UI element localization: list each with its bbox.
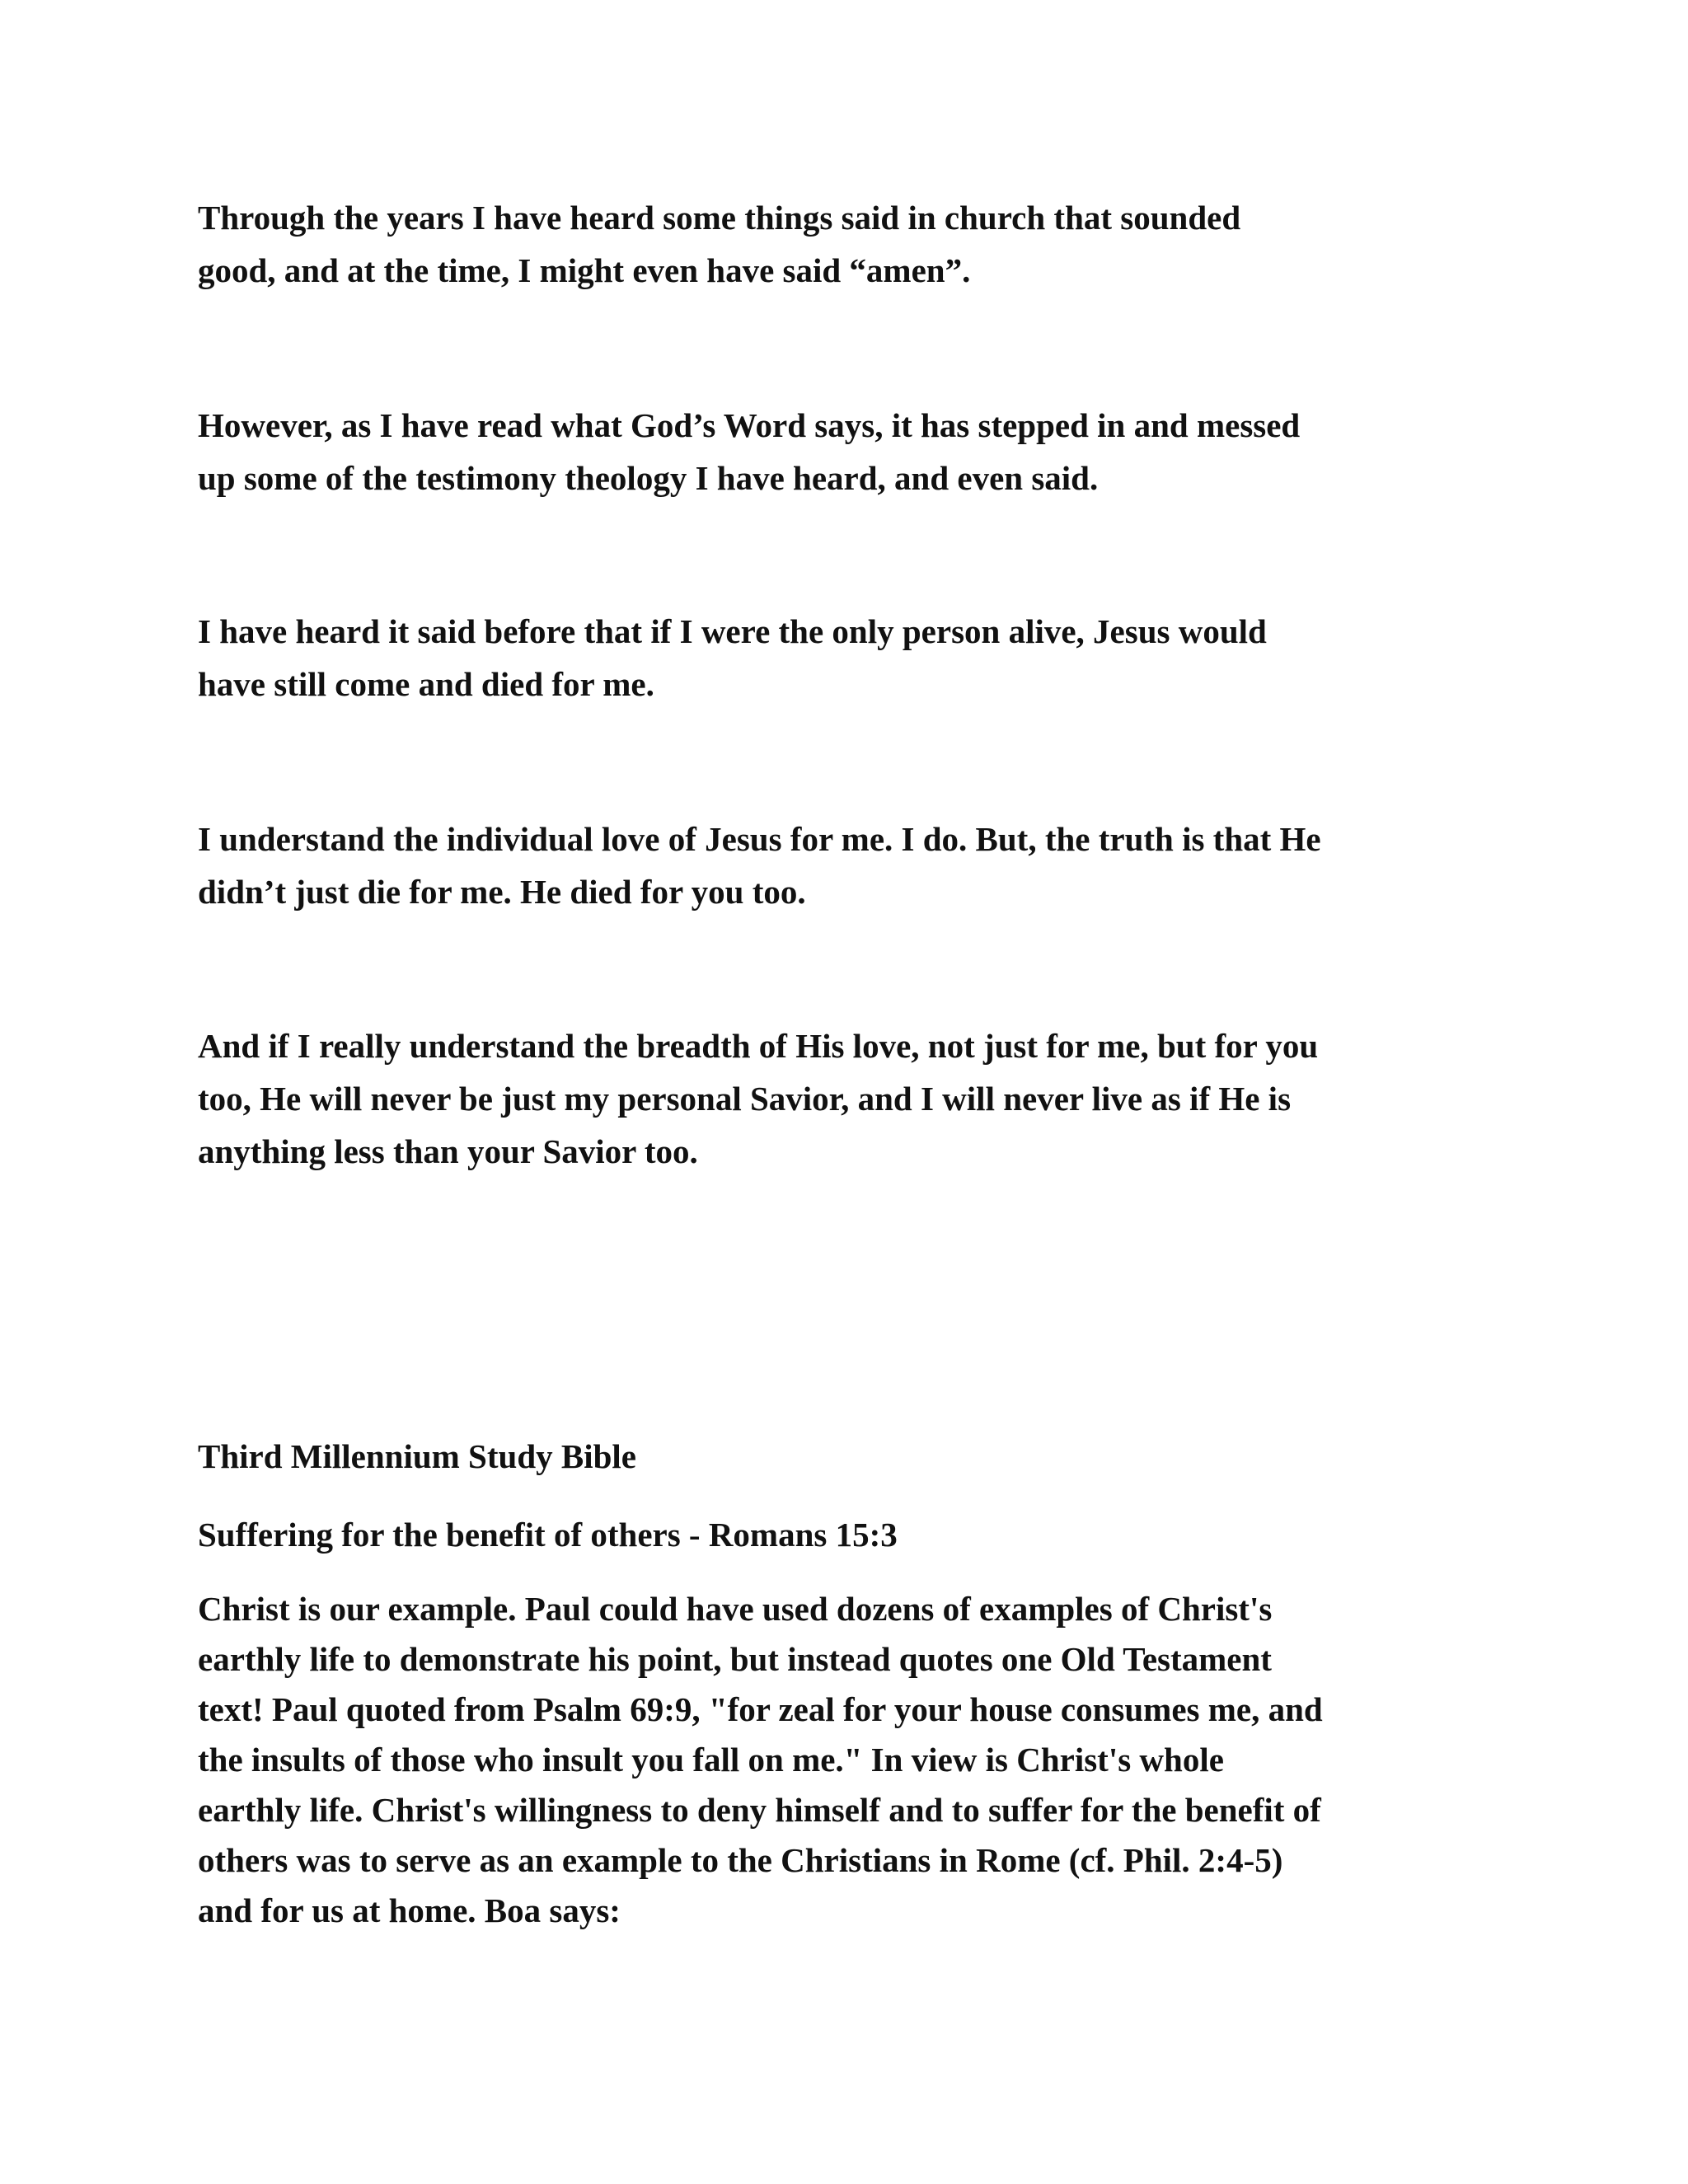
text-line: the insults of those who insult you fall on me." In view is Christ's whole [198,1741,1224,1779]
text-line: anything less than your Savior too. [198,1132,698,1170]
text-line: have still come and died for me. [198,665,654,703]
text-line: didn’t just die for me. He died for you too. [198,873,806,911]
text-line: text! Paul quoted from Psalm 69:9, "for zeal for your house consumes me, and [198,1690,1323,1728]
text-line: earthly life. Christ's willingness to deny himself and to suffer for the benefit of [198,1791,1321,1829]
paragraph-only-person-alive [198,605,1500,710]
text-line: and for us at home. Boa says: [198,1891,621,1929]
text-line: And if I really understand the breadth of His love, not just for me, but for you [198,1027,1319,1065]
source-title [198,1430,1500,1483]
paragraph-breadth-of-love [198,1019,1500,1178]
paragraph-gods-word [198,399,1500,504]
text-line: earthly life to demonstrate his point, but instead quotes one Old Testament [198,1640,1272,1678]
text-line: Through the years I have heard some things said in church that sounded [198,199,1241,237]
text-line: Third Millennium Study Bible [198,1437,636,1475]
text-line: others was to serve as an example to the Christians in Rome (cf. Phil. 2:4-5) [198,1841,1283,1879]
text-line: Christ is our example. Paul could have used dozens of examples of Christ's [198,1590,1273,1628]
commentary-paragraph [198,1584,1500,1936]
paragraph-church-sayings [198,191,1500,297]
text-line: up some of the testimony theology I have heard, and even said. [198,459,1099,497]
text-line: However, as I have read what God’s Word says, it has stepped in and messed [198,406,1301,444]
text-line: I understand the individual love of Jesus for me. I do. But, the truth is that He [198,820,1321,858]
text-line: good, and at the time, I might even have said “amen”. [198,251,971,289]
paragraph-individual-love [198,813,1500,918]
text-line: Suffering for the benefit of others - Romans 15:3 [198,1516,898,1554]
section-heading [198,1508,1500,1561]
text-line: too, He will never be just my personal Savior, and I will never live as if He is [198,1080,1292,1118]
text-line: I have heard it said before that if I were the only person alive, Jesus would [198,612,1267,650]
